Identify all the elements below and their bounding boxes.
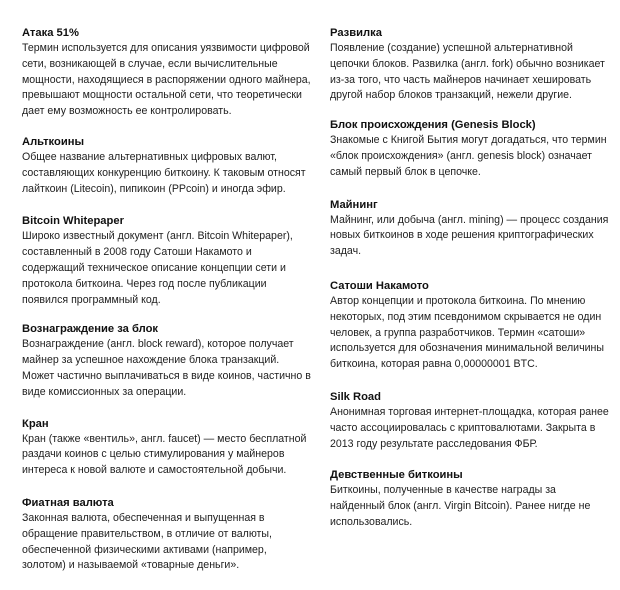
entry-definition: Появление (создание) успешной альтернативной цепочки блоков. Развилка (англ. fork) обычно возникает из-за того, что часть майнеров начинает хешировать другой набор блоков транзакций, нежели другие. (330, 42, 605, 102)
entry-title: Вознаграждение за блок (22, 323, 159, 336)
entry-definition: Анонимная торговая интернет-площадка, которая ранее часто ассоциировалась с криптовалютами. Закрыта в 2013 году результате расследования ФБР. (330, 405, 609, 450)
glossary-right-column (330, 26, 610, 547)
entry-title: Альткоины (22, 135, 85, 148)
entry-title: Майнинг (330, 198, 378, 211)
glossary-entry-virgin-bitcoins (330, 468, 610, 530)
glossary-entry-genesis-block (330, 118, 610, 180)
entry-title: Развилка (330, 27, 382, 39)
glossary-entry-attack-51 (22, 26, 312, 120)
glossary-entry-altcoins (22, 135, 312, 197)
glossary-entry-block-reward (22, 322, 312, 400)
glossary-entry-fiat-currency (22, 496, 312, 574)
entry-definition: Термин используется для описания уязвимости цифровой сети, возникающей в случае, если вычислительные мощности, находящиеся в распоряжении одного майнера, превышают мощности остальной сети, что теоретически дает ему возможность ее контролировать. (22, 42, 311, 118)
entry-definition: Кран (также «вентиль», англ. faucet) — место бесплатной раздачи коинов с целью стимулирования у майнеров интереса к новой валюте и самостоятельной добычи. (22, 432, 307, 477)
glossary-entry-satoshi-nakamoto (330, 279, 610, 373)
entry-title: Сатоши Накамото (330, 279, 429, 292)
glossary-entry-faucet (22, 417, 312, 479)
glossary-entry-bitcoin-whitepaper (22, 214, 312, 308)
entry-title: Девственные биткоины (330, 469, 463, 482)
entry-definition: Общее название альтернативных цифровых валют, составляющих конкуренцию биткоину. К таковым относят лайткоин (Litecoin), пипикоин (PPcoin) и иногда эфир. (22, 150, 306, 195)
entry-title: Bitcoin Whitepaper (22, 215, 124, 228)
entry-definition: Законная валюта, обеспеченная и выпущенная в обращение правительством, в отличие от валюты, обеспеченной физическими активами (например, золотом) и называемой «товарные деньги». (22, 511, 272, 572)
glossary-entry-mining (330, 198, 610, 260)
entry-definition: Майнинг, или добыча (англ. mining) — процесс создания новых биткоинов в ходе решения криптографических задач. (330, 213, 609, 258)
glossary-entry-fork (330, 26, 610, 104)
entry-definition: Автор концепции и протокола биткоина. По мнению некоторых, под этим псевдонимом скрывается не один человек, а группа разработчиков. Термин «сатоши» используется для обозначения минимальной величины биткоина, которая равна 0,00000001 BTC. (330, 294, 604, 371)
entry-title: Блок происхождения (Genesis Block) (330, 119, 536, 132)
entry-title: Фиатная валюта (22, 496, 114, 509)
entry-definition: Вознаграждение (англ. block reward), которое получает майнер за успешное нахождение блока транзакций. Может частично выплачиваться в виде коинов, частично в виде комиссионных за операции. (22, 338, 311, 398)
entry-title: Атака 51% (22, 27, 79, 39)
entry-definition: Широко известный документ (англ. Bitcoin Whitepaper), составленный в 2008 году Сатоши Накамото и содержащий техническое описание концепции сети и протокола биткоина. Через год после публикации появился программный код. (22, 230, 293, 306)
entry-definition: Биткоины, полученные в качестве награды за найденный блок (англ. Virgin Bitcoin). Ранее нигде не использовались. (330, 484, 591, 528)
glossary-left-column (22, 26, 312, 590)
entry-title: Silk Road (330, 390, 381, 403)
entry-definition: Знакомые с Книгой Бытия могут догадаться, что термин «блок происхождения» (англ. genesis block) означает самый первый блок в цепочке. (330, 134, 607, 178)
entry-title: Кран (22, 417, 49, 430)
glossary-entry-silk-road (330, 390, 610, 452)
